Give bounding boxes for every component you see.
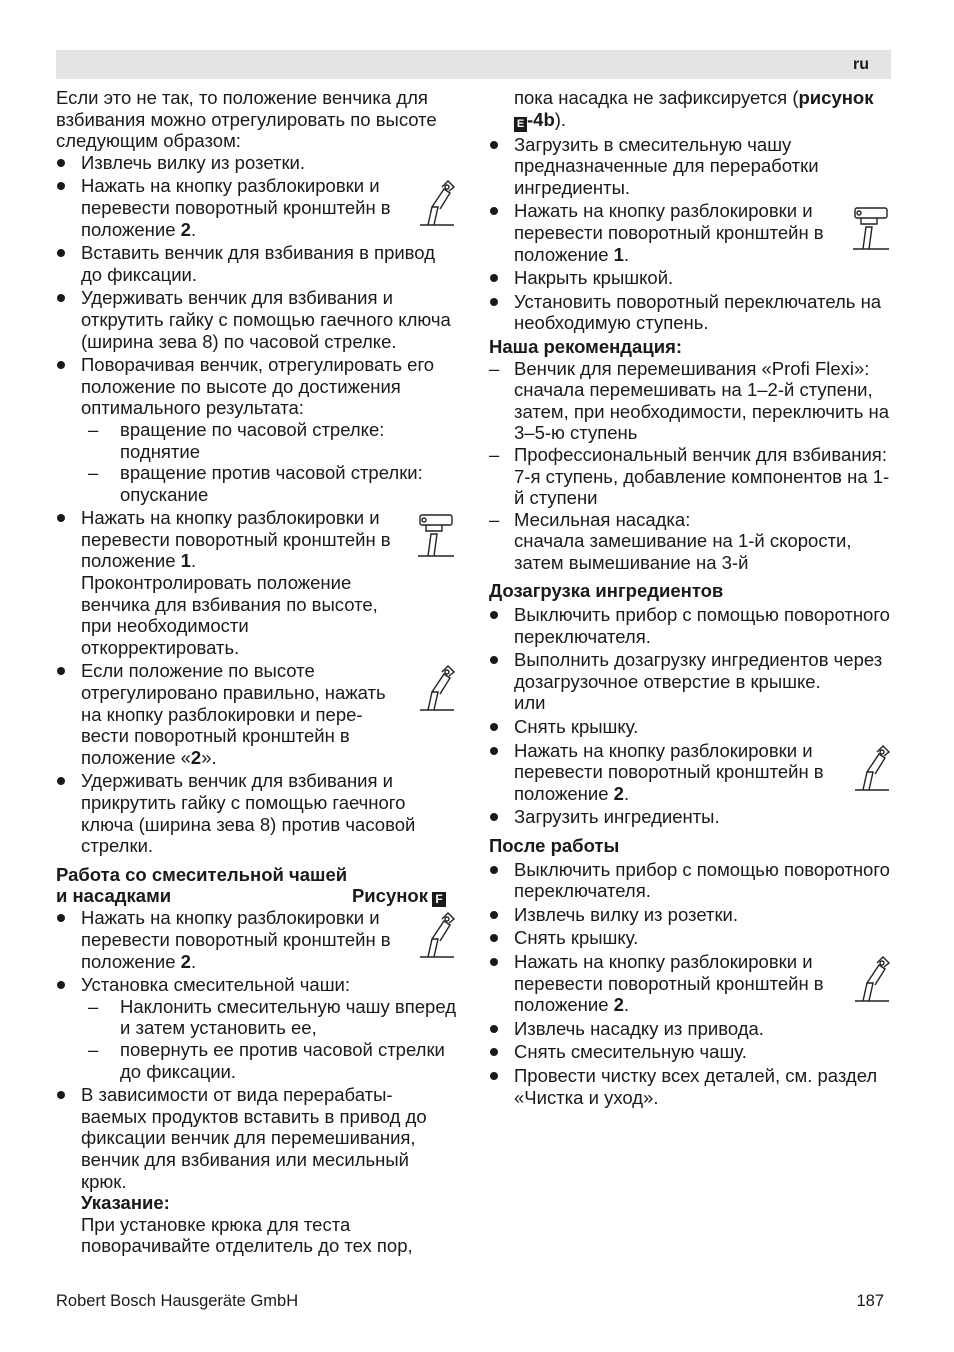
list-item: Удерживать венчик для взбивания и прикрутить гайку с помощью гаечного ключа (ширина зева 8) против часовой стрелки.: [56, 770, 456, 856]
arm-raised-icon: [851, 742, 891, 792]
list-item: Снять смесительную чашу.: [489, 1041, 891, 1063]
dash-item: – повернуть ее против часовой стрелки до фиксации.: [81, 1039, 456, 1082]
dash-item: – вращение по часовой стрелке: поднятие: [81, 419, 456, 462]
page-number: 187: [856, 1292, 884, 1310]
list-item: Если положение по высоте отрегулировано правильно, нажать на кнопку разблокировки и пере-вести поворотный кронштейн в положение «2».: [56, 660, 456, 768]
list-item: Вставить венчик для взбивания в привод до фиксации.: [56, 242, 456, 285]
note-text: При установке крюка для теста поворачивайте отделитель до тех пор,: [81, 1213, 413, 1257]
list-item: Извлечь вилку из розетки.: [56, 152, 456, 174]
figure-letter-box: F: [432, 892, 446, 907]
list-item: Поворачивая венчик, отрегулировать его положение по высоте до достижения оптимального результата:: [56, 354, 456, 419]
list-item: Нажать на кнопку разблокировки и перевести поворотный кронштейн в положение 2.: [489, 740, 891, 805]
dash-item: – Профессиональный венчик для взбивания: 7-я ступень, добавление компонентов на 1-й ступени: [489, 444, 891, 509]
list-item: Установить поворотный переключатель на необходимую ступень.: [489, 291, 891, 334]
list-item: Нажать на кнопку разблокировки и перевести поворотный кронштейн в положение 1. Проконтролировать положение венчика для взбивания по высоте, при необходимости откорректировать.: [56, 507, 456, 658]
note-title: Указание:: [81, 1192, 170, 1214]
list-item: Нажать на кнопку разблокировки и перевести поворотный кронштейн в положение 1.: [489, 200, 891, 265]
section-heading: Дозагрузка ингредиентов: [489, 580, 724, 602]
list-item: Снять крышку.: [489, 927, 891, 949]
language-code: ru: [853, 56, 869, 73]
list-item: Извлечь вилку из розетки.: [489, 904, 891, 926]
list-item: Загрузить в смесительную чашу предназначенные для переработки ингредиенты.: [489, 134, 891, 199]
arm-raised-icon: [851, 953, 891, 1003]
list-item: Извлечь насадку из привода.: [489, 1018, 891, 1040]
dash-item: – Месильная насадка: сначала замешивание на 1-й скорости, затем вымешивание на 3-й: [489, 509, 891, 574]
list-item: Выключить прибор с помощью поворотного переключателя.: [489, 859, 891, 902]
dash-item: – Венчик для перемешивания «Profi Flexi»: сначала перемешивать на 1–2-й ступени, затем, при необходимости, переключить на 3–5-ю ступень: [489, 358, 891, 444]
arm-raised-icon: [416, 909, 456, 959]
continued-text: пока насадка не зафиксируется (рисунок E -4b).: [514, 87, 874, 130]
intro-text: Если это не так, то положение венчика для взбивания можно отрегулировать по высоте следующим образом:: [56, 87, 437, 152]
recommendation-heading: Наша рекомендация:: [489, 335, 683, 357]
section-heading: Работа со смесительной чашей и насадками Рисунок F: [56, 864, 456, 908]
list-item: Нажать на кнопку разблокировки и перевести поворотный кронштейн в положение 2.: [56, 175, 456, 240]
arm-lowered-icon: [416, 509, 456, 559]
dash-item: – Наклонить смесительную чашу вперед и затем установить ее,: [81, 996, 456, 1039]
section-heading: После работы: [489, 835, 620, 856]
list-item: Провести чистку всех деталей, см. раздел «Чистка и уход».: [489, 1065, 891, 1108]
list-item: Выполнить дозагрузку ингредиентов через дозагрузочное отверстие в крышке.: [489, 649, 891, 692]
list-item: Установка смесительной чаши:: [56, 974, 456, 996]
arm-lowered-icon: [851, 202, 891, 252]
right-column: [489, 87, 891, 1108]
or-text: или: [514, 692, 546, 714]
list-item: Снять крышку.: [489, 716, 891, 738]
list-item: Загрузить ингредиенты.: [489, 806, 891, 828]
list-item: Накрыть крышкой.: [489, 267, 891, 289]
list-item: Выключить прибор с помощью поворотного переключателя.: [489, 604, 891, 647]
figure-letter-box: E: [514, 117, 527, 132]
list-item: В зависимости от вида перерабаты-ваемых продуктов вставить в привод до фиксации венчик для перемешивания, венчик для взбивания или месильный крюк.: [56, 1084, 456, 1192]
arm-raised-icon: [416, 177, 456, 227]
list-item: Удерживать венчик для взбивания и открутить гайку с помощью гаечного ключа (ширина зева 8) по часовой стрелке.: [56, 287, 456, 352]
dash-item: – вращение против часовой стрелки: опускание: [81, 462, 456, 505]
arm-raised-icon: [416, 662, 456, 712]
footer-company: Robert Bosch Hausgeräte GmbH: [56, 1292, 299, 1310]
list-item: Нажать на кнопку разблокировки и перевести поворотный кронштейн в положение 2.: [56, 907, 456, 972]
left-column: [56, 87, 456, 1257]
list-item: Нажать на кнопку разблокировки и перевести поворотный кронштейн в положение 2.: [489, 951, 891, 1016]
header-bar: [56, 50, 891, 79]
